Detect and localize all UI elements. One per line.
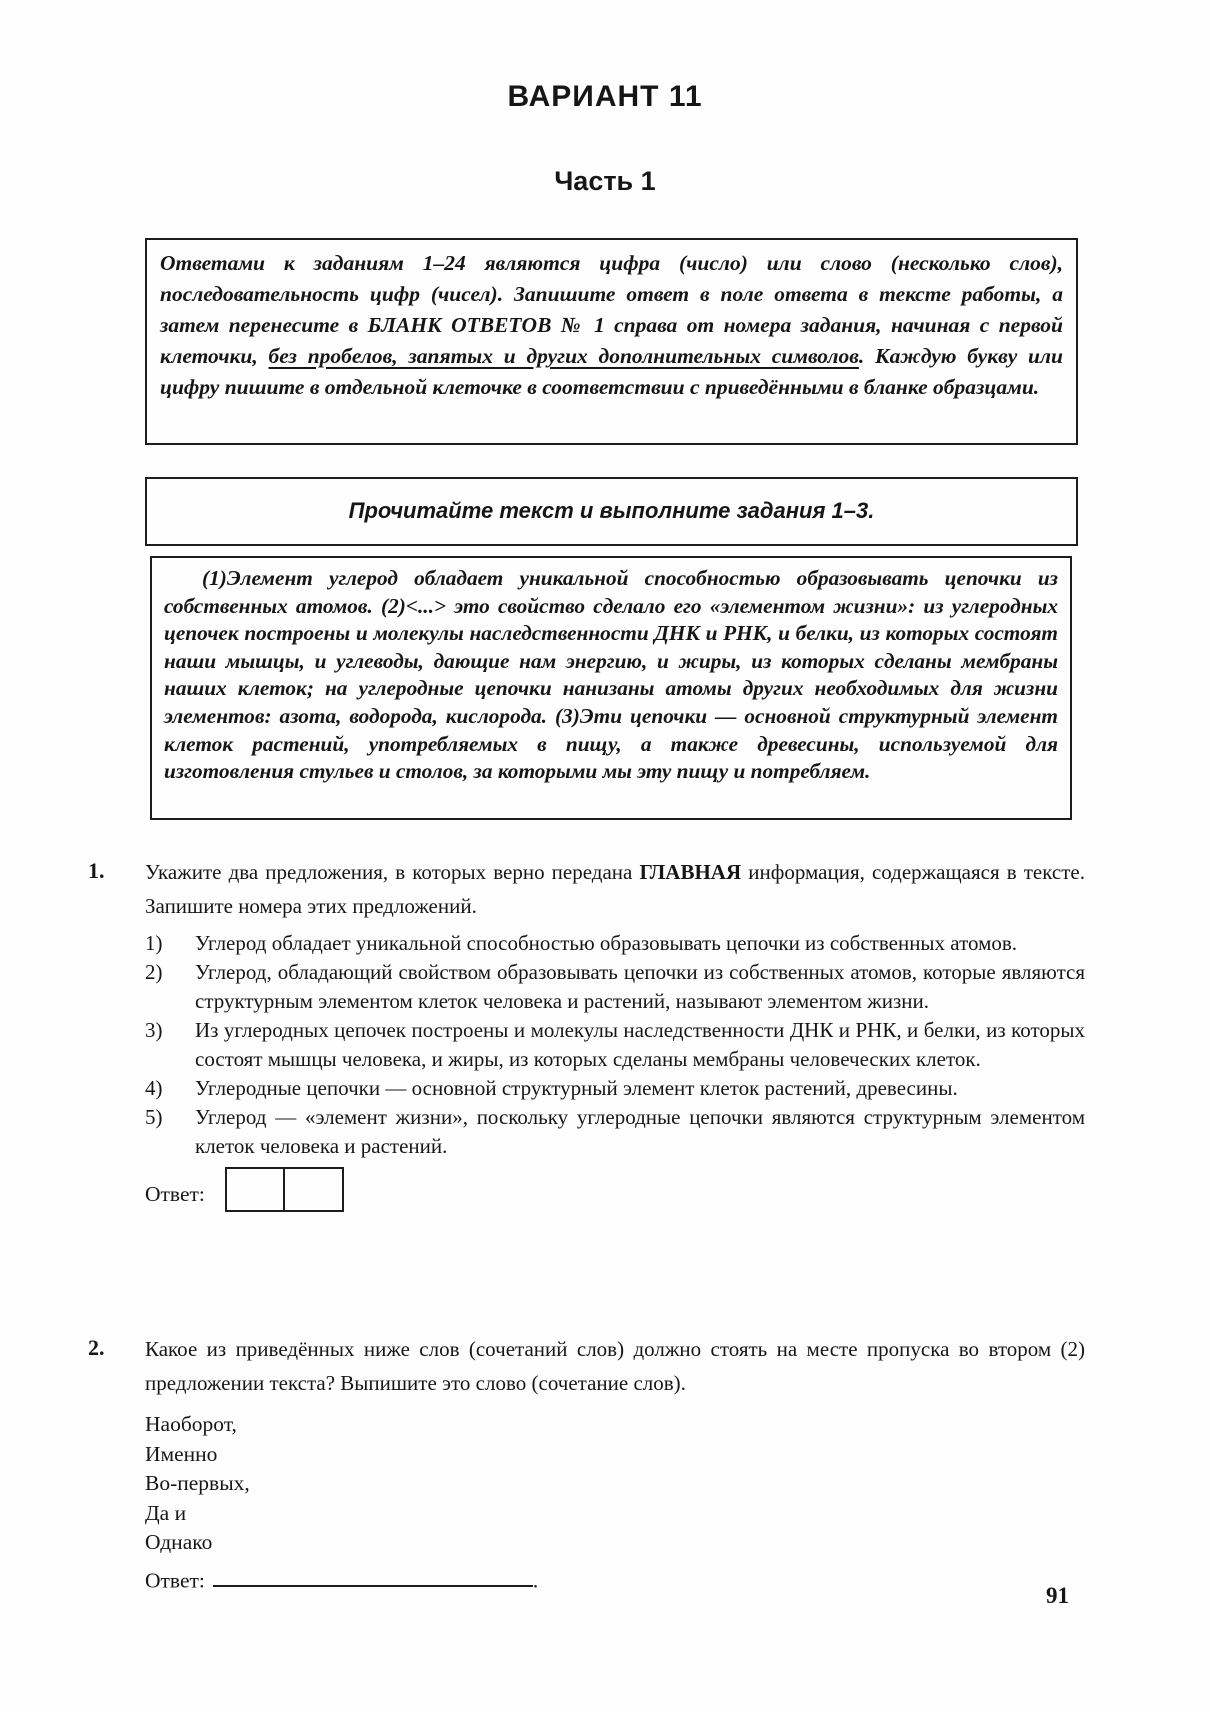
question-2-answer-area <box>145 1564 1085 1596</box>
option-item-4 <box>145 1074 1085 1103</box>
option-2-text: Углерод, обладающий свойством образовывать цепочки из собственных атомов, которые являются структурным элементом клеток человека и растений, называют элементом жизни. <box>195 960 1085 1013</box>
question-2-word-options <box>145 1410 1085 1558</box>
instructions-box <box>145 238 1078 445</box>
instructions-segment-underlined: без пробелов, запятых и других дополнительных символов <box>268 344 859 368</box>
option-item-1 <box>145 929 1085 958</box>
question-2 <box>88 1332 1085 1595</box>
word-option-1: Наоборот, <box>145 1412 237 1436</box>
instructions-text <box>160 248 1063 403</box>
option-item-5 <box>145 1103 1085 1161</box>
question-1-answer-cells <box>225 1167 345 1212</box>
option-5-text: Углерод — «элемент жизни», поскольку углеродные цепочки являются структурным элементом клеток человека и растений. <box>195 1105 1085 1158</box>
question-1-prompt <box>145 855 1085 923</box>
word-option-4: Да и <box>145 1500 187 1525</box>
question-1-prompt-tail: информация, содержащаяся в тексте. Запишите номера этих предложений. <box>145 860 1085 918</box>
option-1-text: Углерод обладает уникальной способностью образовывать цепочки из собственных атомов. <box>195 931 1018 955</box>
word-option-2: Именно <box>145 1441 218 1466</box>
reading-task-banner <box>145 477 1078 546</box>
option-3-number: 3) <box>145 1018 163 1042</box>
question-2-number: 2. <box>88 1335 105 1360</box>
reading-task-banner-text: Прочитайте текст и выполните задания 1–3. <box>348 498 875 523</box>
question-1-prompt-emphasis: ГЛАВНАЯ <box>639 860 742 884</box>
option-4-number: 4) <box>145 1076 163 1100</box>
question-2-body <box>145 1332 1085 1595</box>
variant-title: ВАРИАНТ 11 <box>507 80 703 113</box>
instructions-segment-tail: . Каждую букву или цифру пишите в отдельной клеточке в соответствии с приведёнными в бланке образцами. <box>160 344 1063 399</box>
instructions-segment-lead: Ответами к заданиям 1–24 являются цифра (число) или слово (несколько слов), последовательность цифр (чисел). Запишите ответ в поле ответа в тексте работы, а затем перенесите в БЛАНК ОТВЕТОВ № 1 справа от номера задания, начиная с первой клеточки, <box>160 251 1063 368</box>
question-1-options <box>145 929 1085 1161</box>
source-text-box <box>150 556 1072 820</box>
page-number: 91 <box>1046 1583 1069 1608</box>
question-1-answer-label: Ответ: <box>145 1181 205 1206</box>
answer-cell-1 <box>225 1167 286 1212</box>
option-4-text: Углеродные цепочки — основной структурный элемент клеток растений, древесины. <box>195 1076 958 1100</box>
question-1-prompt-lead: Укажите два предложения, в которых верно передана <box>145 860 640 884</box>
option-item-2 <box>145 958 1085 1016</box>
option-5-number: 5) <box>145 1105 163 1129</box>
question-1-answer-area <box>145 1175 1085 1212</box>
question-2-answer-period: . <box>532 1568 539 1592</box>
question-1-body <box>145 855 1085 1212</box>
answer-blank-line <box>213 1564 533 1588</box>
option-1-number: 1) <box>145 931 163 955</box>
part-title: Часть 1 <box>554 166 656 196</box>
word-option-5: Однако <box>145 1530 213 1554</box>
question-1 <box>88 855 1085 1212</box>
option-3-text: Из углеродных цепочек построены и молекулы наследственности ДНК и РНК, и белки, из которых состоят мышцы человека, и жиры, из которых сделаны мембраны человеческих клеток. <box>195 1018 1085 1071</box>
option-item-3 <box>145 1016 1085 1074</box>
answer-cell-2 <box>283 1167 344 1212</box>
question-2-answer-label: Ответ: <box>145 1568 205 1592</box>
question-2-prompt: Какое из приведённых ниже слов (сочетаний слов) должно стоять на месте пропуска во втором (2) предложении текста? Выпишите это слово (сочетание слов). <box>145 1337 1085 1395</box>
option-2-number: 2) <box>145 960 163 984</box>
word-option-3: Во-первых, <box>145 1471 250 1495</box>
question-1-number: 1. <box>88 858 105 883</box>
source-text-paragraph: (1)Элемент углерод обладает уникальной способностью образовывать цепочки из собственных атомов. (2)<...> это свойство сделало его «элементом жизни»: из углеродных цепочек построены и молекулы наследственности ДНК и РНК, и белки, из которых состоят наши мышцы, и углеводы, дающие нам энергию, и жиры, из которых сделаны мембраны наших клеток; на углеродные цепочки нанизаны атомы других необходимых для жизни элементов: азота, водорода, кислорода. (3)Эти цепочки — основной структурный элемент клеток растений, употребляемых в пищу, а также древесины, используемой для изготовления стульев и столов, за которыми мы эту пищу и потребляем. <box>164 566 1058 784</box>
